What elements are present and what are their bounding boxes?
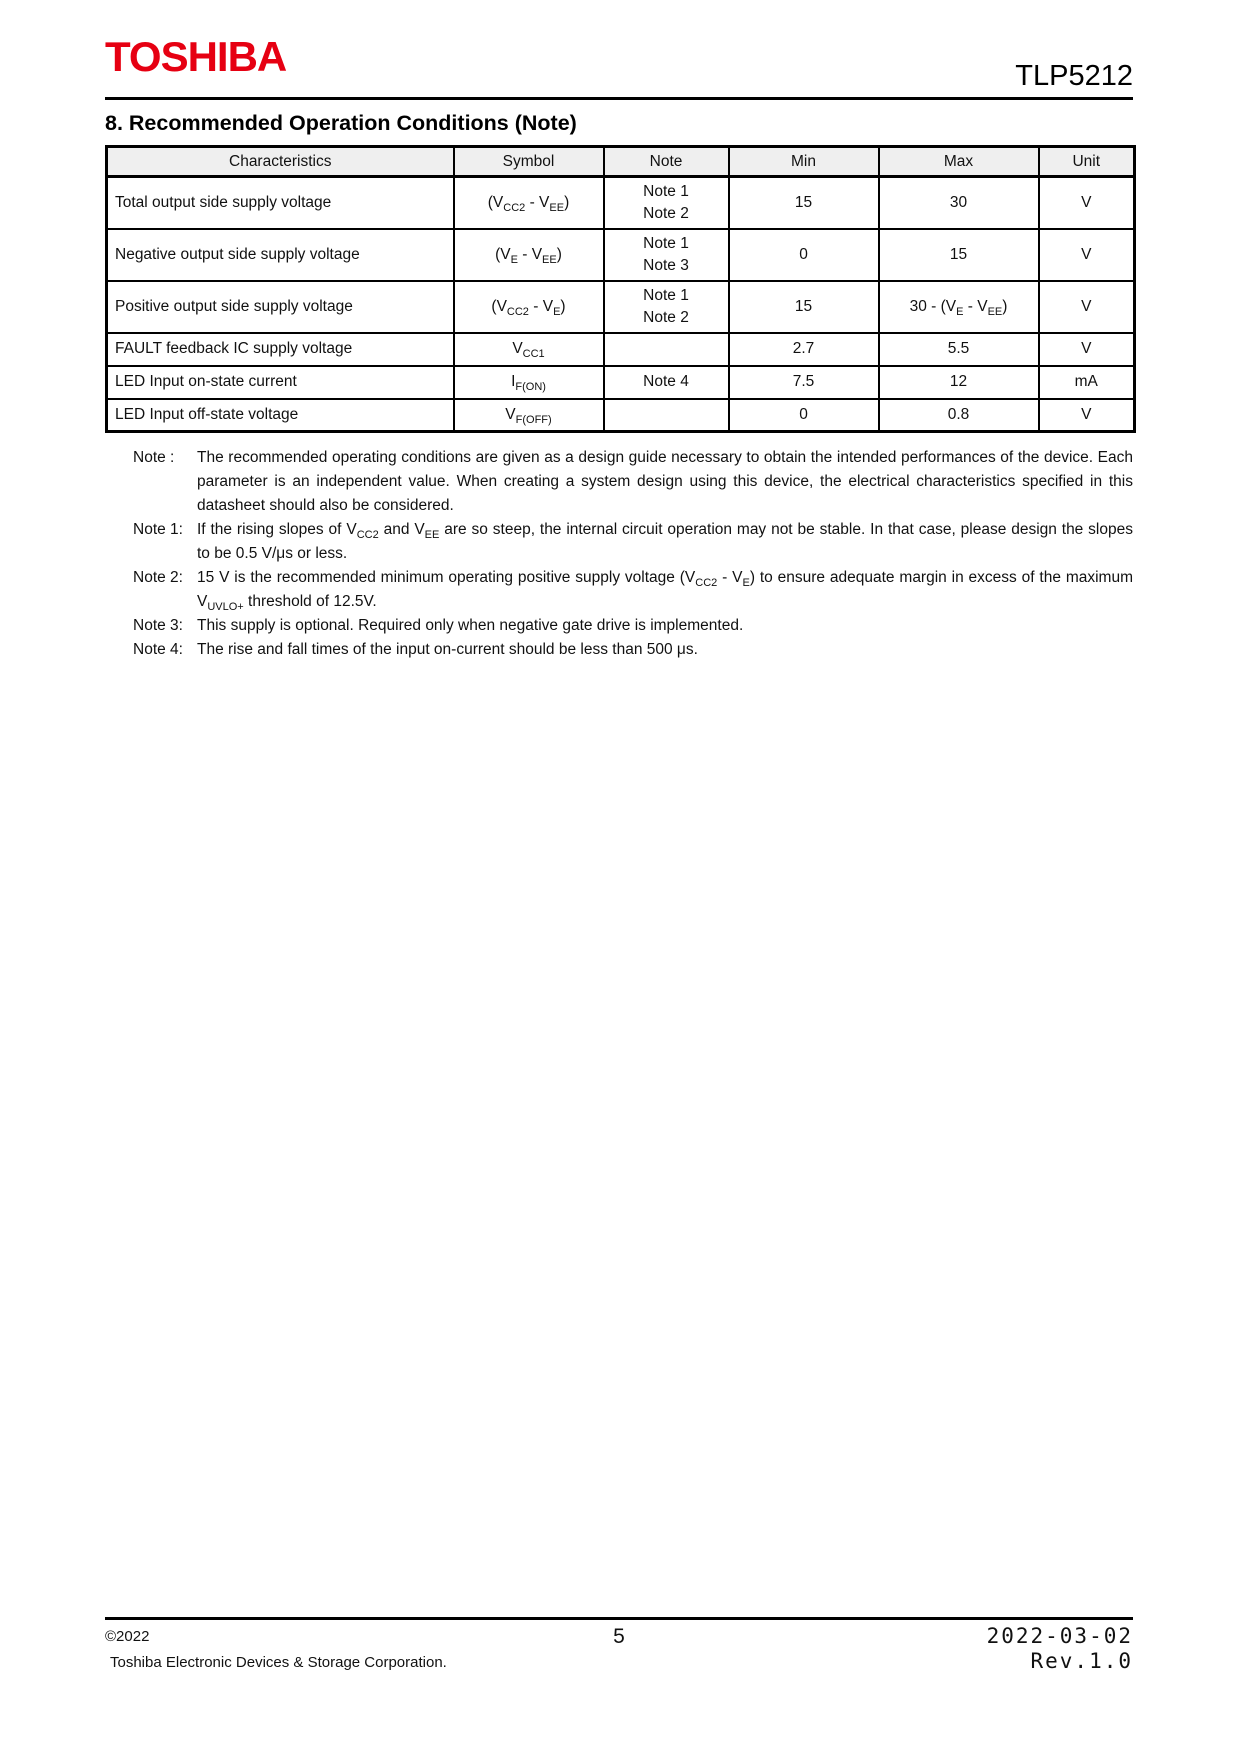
- page-footer: [105, 1617, 1133, 1676]
- unit-cell: mA: [1039, 366, 1135, 399]
- characteristic-cell: Total output side supply voltage: [107, 177, 454, 229]
- note-2: [105, 566, 1133, 614]
- table-header-row: [107, 147, 1135, 177]
- column-header-characteristics: Characteristics: [107, 147, 454, 177]
- section-title: 8. Recommended Operation Conditions (Note): [105, 111, 577, 135]
- characteristic-cell: Negative output side supply voltage: [107, 229, 454, 281]
- table-row: [107, 177, 1135, 229]
- toshiba-logo: TOSHIBA: [105, 33, 287, 80]
- table-row: [107, 281, 1135, 333]
- characteristic-cell: Positive output side supply voltage: [107, 281, 454, 333]
- note-label: Note 2:: [133, 569, 183, 586]
- note-cell: [604, 333, 729, 366]
- max-cell: 15: [879, 229, 1039, 281]
- notes-section: [105, 446, 1133, 662]
- min-cell: 15: [729, 281, 879, 333]
- unit-cell: V: [1039, 229, 1135, 281]
- note-4: [105, 638, 1133, 662]
- note-label: Note 1:: [133, 521, 183, 538]
- min-cell: 2.7: [729, 333, 879, 366]
- column-header-note: Note: [604, 147, 729, 177]
- note-text: This supply is optional. Required only when negative gate drive is implemented.: [197, 617, 744, 634]
- operation-conditions-table: [105, 145, 1136, 433]
- column-header-unit: Unit: [1039, 147, 1135, 177]
- unit-cell: V: [1039, 281, 1135, 333]
- document-date: 2022-03-02: [986, 1624, 1134, 1648]
- note-text: The rise and fall times of the input on-current should be less than 500 μs.: [197, 641, 698, 658]
- min-cell: 7.5: [729, 366, 879, 399]
- revision: Rev.1.0: [1030, 1649, 1134, 1673]
- copyright: ©2022: [105, 1628, 150, 1645]
- characteristic-cell: FAULT feedback IC supply voltage: [107, 333, 454, 366]
- max-cell: $30 - (V_E - V_{EE})$: [879, 281, 1039, 333]
- table-row: [107, 333, 1135, 366]
- note-label: Note 3:: [133, 617, 183, 634]
- max-cell: 30: [879, 177, 1039, 229]
- column-header-symbol: Symbol: [454, 147, 604, 177]
- part-number: TLP5212: [1015, 60, 1133, 92]
- unit-cell: V: [1039, 399, 1135, 432]
- symbol-cell: $(V_{CC2} - V_{EE})$: [454, 177, 604, 229]
- min-cell: 0: [729, 399, 879, 432]
- column-header-max: Max: [879, 147, 1039, 177]
- unit-cell: V: [1039, 177, 1135, 229]
- note-cell: Note 1 Note 3: [604, 229, 729, 281]
- note-text: The recommended operating conditions are given as a design guide necessary to obtain the intended performances of the device. Each parameter is an independent value. When creating a system design using this device, the electrical characteristics specified in this datasheet should also be considered.: [197, 449, 1133, 514]
- symbol-cell: $V_{F(OFF)}$: [454, 399, 604, 432]
- max-cell: 0.8: [879, 399, 1039, 432]
- footer-left: [105, 1624, 448, 1676]
- note-general: [105, 446, 1133, 518]
- note-label: Note 4:: [133, 641, 183, 658]
- note-label: Note :: [133, 449, 175, 466]
- table-row: [107, 366, 1135, 399]
- table-row: [107, 229, 1135, 281]
- note-3: [105, 614, 1133, 638]
- company-name: Toshiba Electronic Devices & Storage Corporation.: [110, 1654, 447, 1671]
- characteristic-cell: LED Input on-state current: [107, 366, 454, 399]
- note-text: If the rising slopes of $V_{CC2}$ and $V_{EE}$ are so steep, the internal circuit operation may not be stable. In that case, please design the slopes to be 0.5 V/μs or less.: [197, 521, 1133, 562]
- table-row: [107, 399, 1135, 432]
- symbol-cell: $V_{CC1}$: [454, 333, 604, 366]
- note-cell: Note 1 Note 2: [604, 177, 729, 229]
- page-header: [105, 0, 1133, 100]
- min-cell: 0: [729, 229, 879, 281]
- column-header-min: Min: [729, 147, 879, 177]
- note-cell: Note 4: [604, 366, 729, 399]
- note-cell: [604, 399, 729, 432]
- min-cell: 15: [729, 177, 879, 229]
- max-cell: 5.5: [879, 333, 1039, 366]
- note-cell: Note 1 Note 2: [604, 281, 729, 333]
- characteristic-cell: LED Input off-state voltage: [107, 399, 454, 432]
- symbol-cell: $I_{F(ON)}$: [454, 366, 604, 399]
- max-cell: 12: [879, 366, 1039, 399]
- symbol-cell: $(V_{CC2} - V_E)$: [454, 281, 604, 333]
- page-number: 5: [613, 1625, 625, 1648]
- note-1: [105, 518, 1133, 566]
- footer-right: [790, 1624, 1133, 1674]
- note-text: 15 V is the recommended minimum operating positive supply voltage $(V_{CC2} - V_E)$ to ensure adequate margin in excess of the maximum $V_{UVLO+}$ threshold of 12.5V.: [197, 569, 1133, 614]
- unit-cell: V: [1039, 333, 1135, 366]
- symbol-cell: $(V_E - V_{EE})$: [454, 229, 604, 281]
